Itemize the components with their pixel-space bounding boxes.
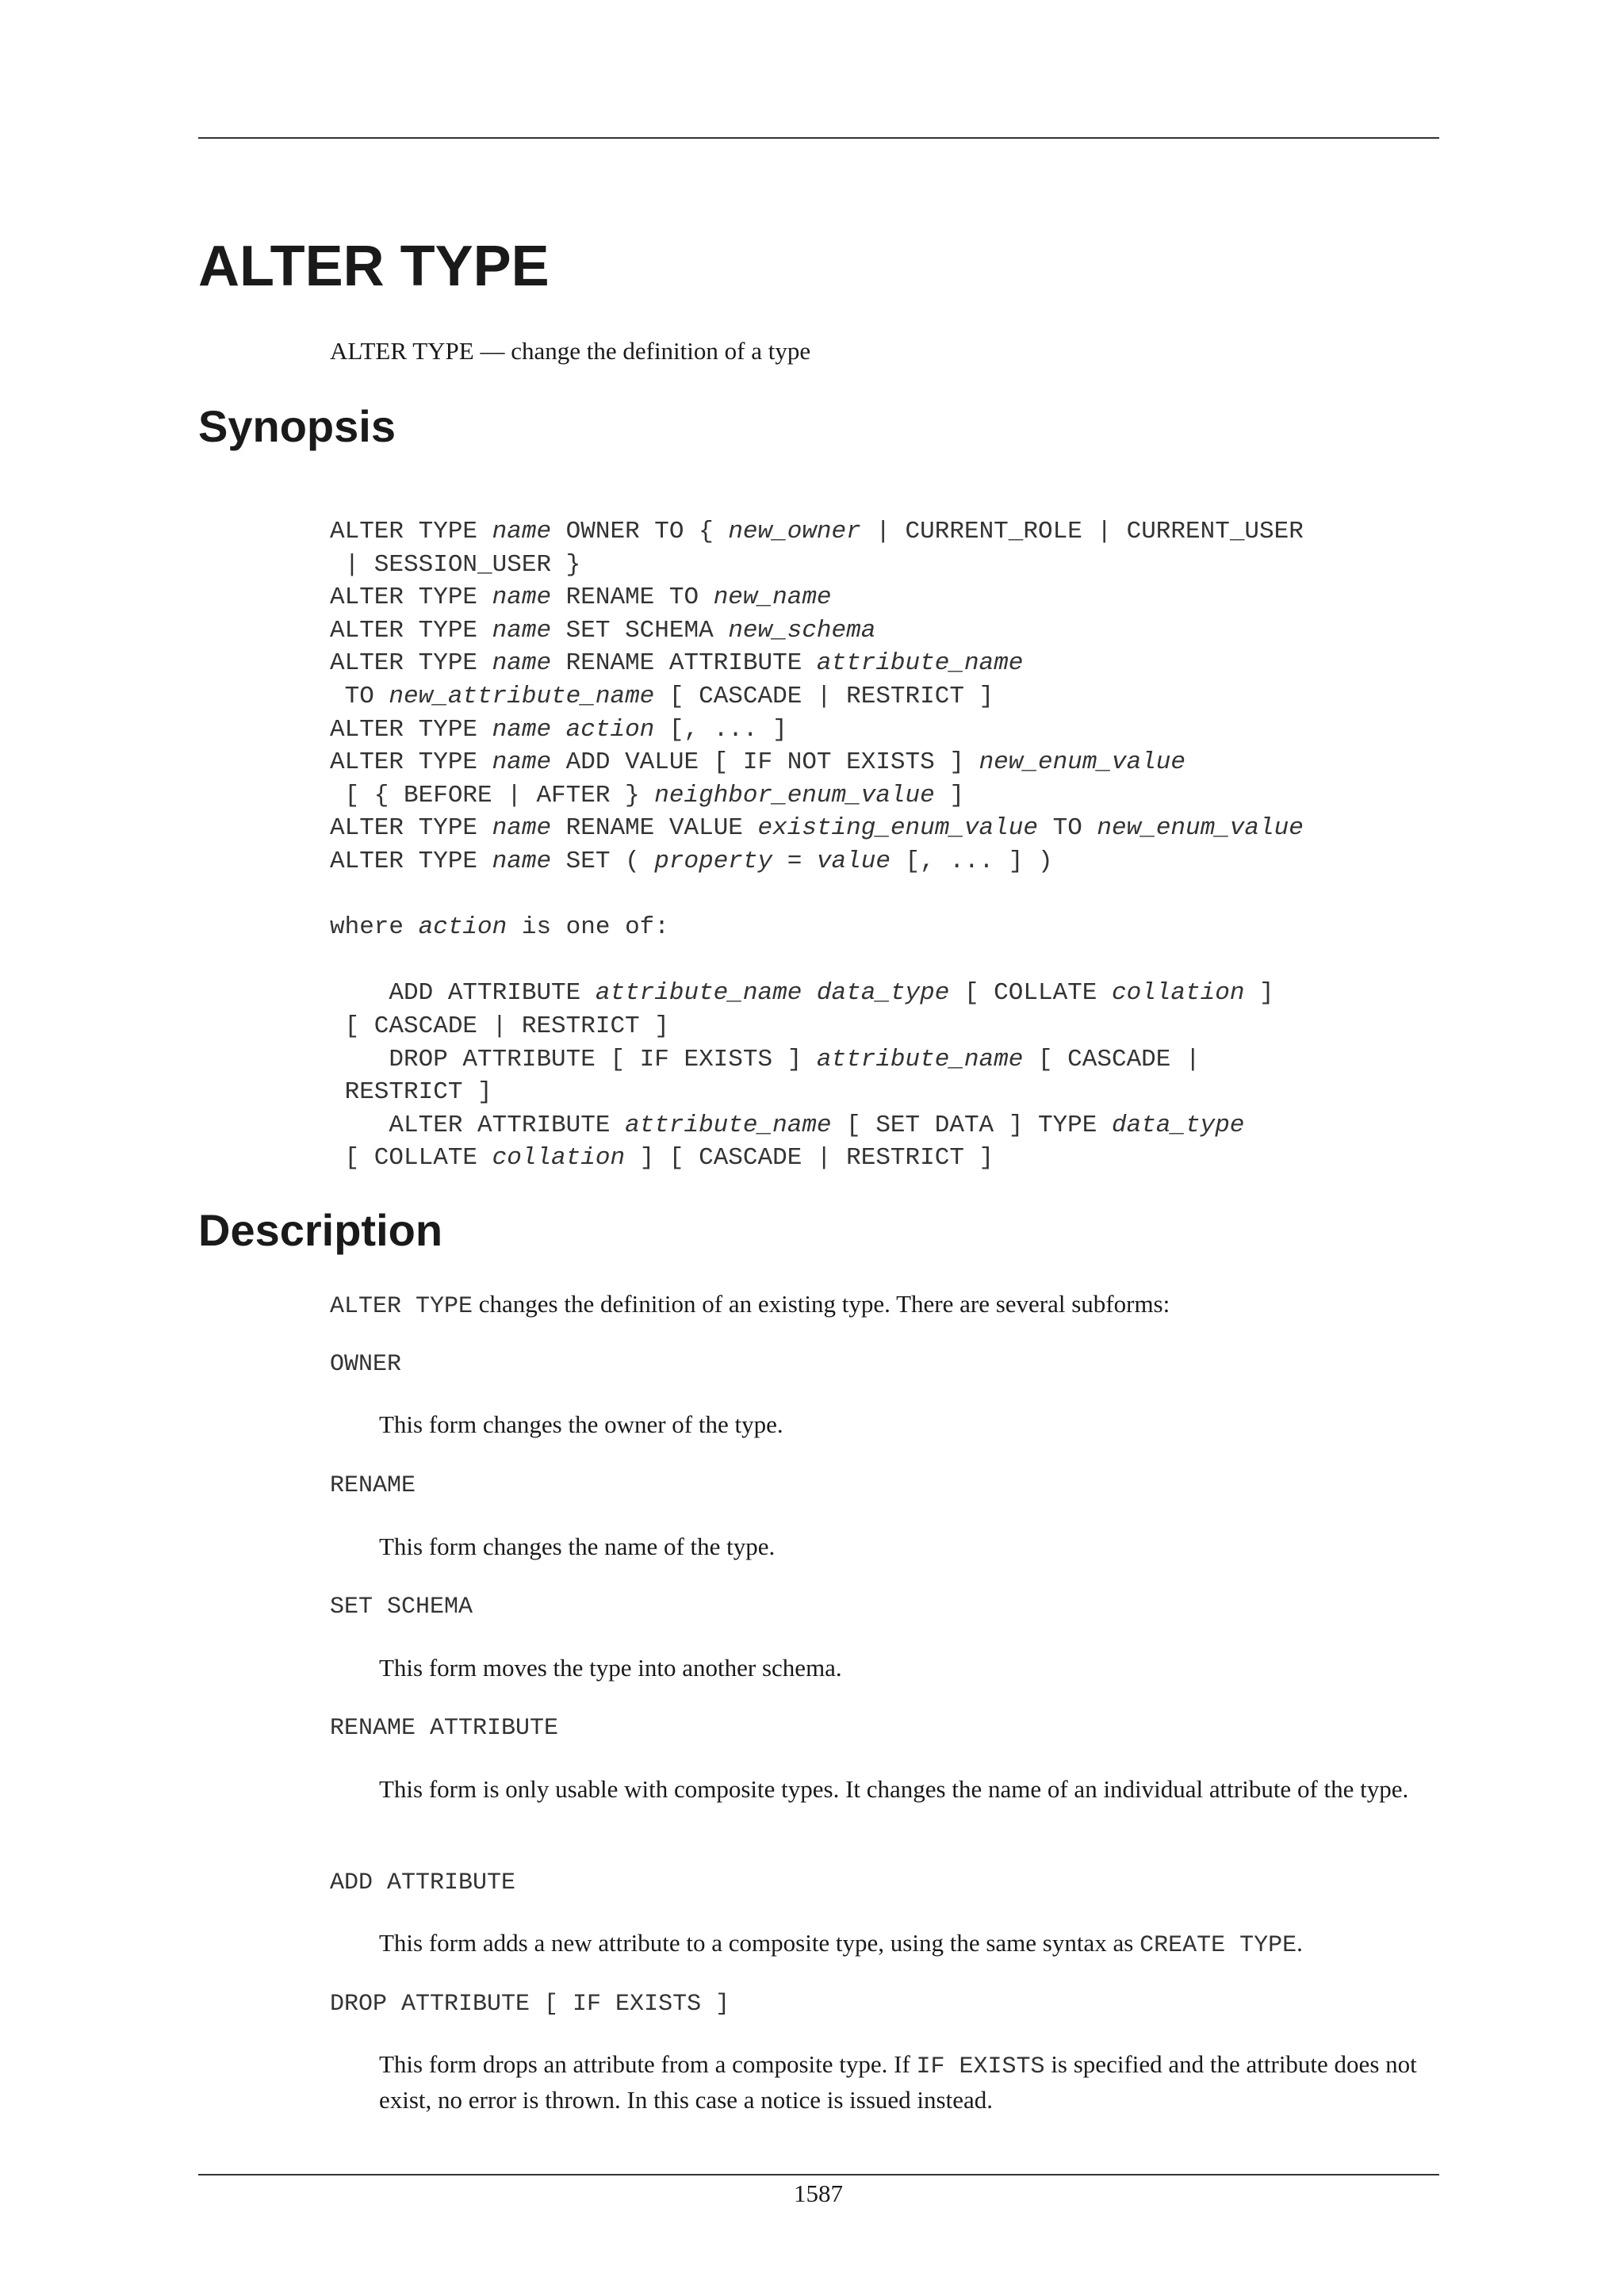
def-add-attribute: This form adds a new attribute to a composite type, using the same syntax as CREATE TYPE.	[379, 1929, 1303, 1959]
term-rename-attribute: RENAME ATTRIBUTE	[330, 1715, 559, 1742]
def-set-schema: This form moves the type into another schema.	[379, 1654, 842, 1682]
def-rename: This form changes the name of the type.	[379, 1533, 776, 1560]
synopsis-heading: Synopsis	[198, 401, 396, 451]
synopsis-code: ALTER TYPE name OWNER TO { new_owner | CURRENT_ROLE | CURRENT_USER | SESSION_USER } ALTER TYPE name RENAME TO new_name ALTER TYPE name SET SCHEMA new_schema ALTER TYPE name RENAME ATTRIBUTE attribute_name TO new_attribute_name [ CASCADE | RESTRICT ] ALTER TYPE name action [, ... ] ALTER TYPE name ADD VALUE [ IF NOT EXISTS ] new_enum_value [ { BEFORE | AFTER } neighbor_enum_value ] ALTER TYPE name RENAME VALUE existing_enum_value TO new_enum_value ALTER TYPE name SET ( property = value [, ... ] ) where action is one of: ADD ATTRIBUTE attribute_name data_type [ COLLATE collation ] [ CASCADE | RESTRICT ] DROP ATTRIBUTE [ IF EXISTS ] attribute_name [ CASCADE | RESTRICT ] ALTER ATTRIBUTE attribute_name [ SET DATA ] TYPE data_type [ COLLATE collation ] [ CASCADE | RESTRICT ]	[330, 518, 1304, 1173]
term-add-attribute: ADD ATTRIBUTE	[330, 1869, 516, 1896]
page-title: ALTER TYPE	[198, 235, 550, 298]
description-heading: Description	[198, 1205, 443, 1255]
page-number: 1587	[794, 2179, 843, 2207]
header-rule	[198, 137, 1439, 139]
description-intro: ALTER TYPE changes the definition of an existing type. There are several subforms:	[330, 1290, 1170, 1320]
footer-rule	[198, 2174, 1439, 2175]
refname-tagline: ALTER TYPE — change the definition of a type	[330, 337, 811, 365]
term-owner: OWNER	[330, 1351, 402, 1378]
def-owner: This form changes the owner of the type.	[379, 1410, 783, 1438]
term-rename: RENAME	[330, 1472, 416, 1499]
term-set-schema: SET SCHEMA	[330, 1594, 473, 1621]
term-drop-attribute: DROP ATTRIBUTE [ IF EXISTS ]	[330, 1991, 730, 2018]
def-drop-attribute: This form drops an attribute from a composite type. If IF EXISTS is specified and the attribute does not exist, no error is thrown. In this case a notice is issued instead.	[379, 2050, 1417, 2114]
def-rename-attribute: This form is only usable with composite types. It changes the name of an individual attribute of the type.	[379, 1775, 1409, 1803]
